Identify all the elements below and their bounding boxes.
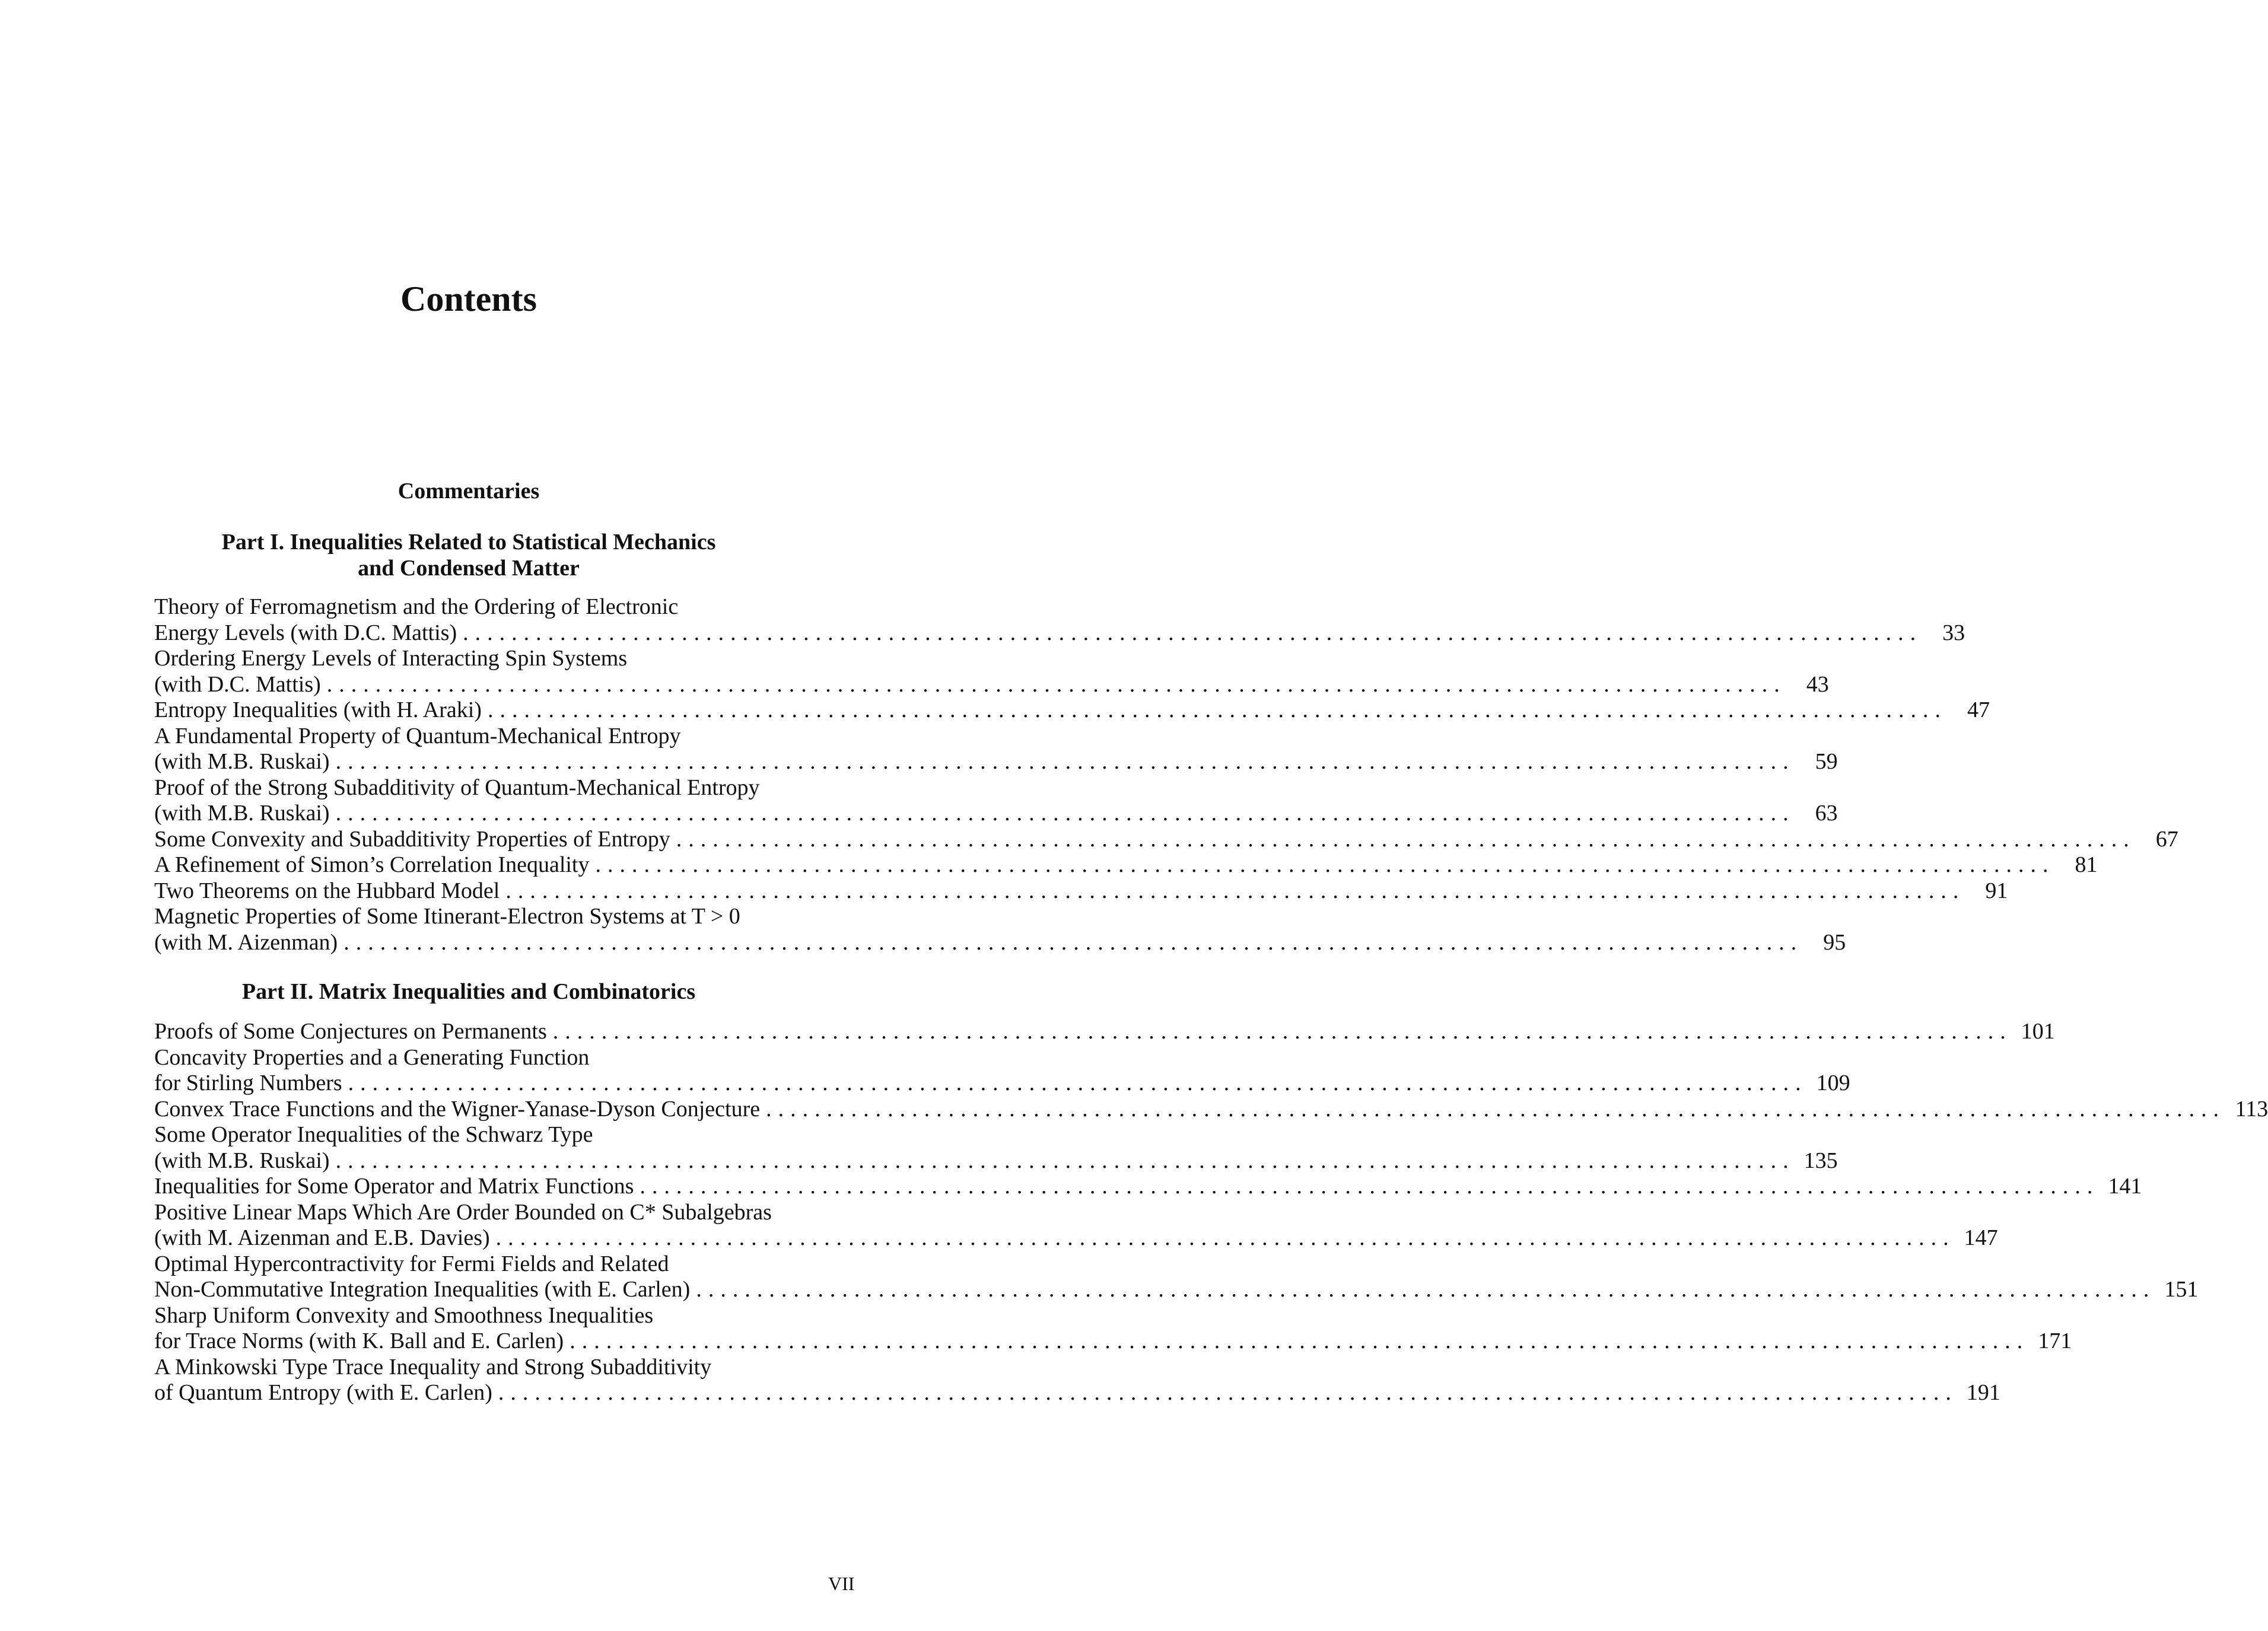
toc-entry	[154, 646, 1829, 697]
dot-leader: ........................................................................................................................	[487, 697, 1947, 722]
toc-entry	[154, 852, 2098, 878]
toc-entry-title: for Trace Norms (with K. Ball and E. Carlen)	[154, 1329, 564, 1353]
toc-entry-line	[154, 1122, 848, 1148]
toc-page-number: 135	[1803, 1148, 1838, 1173]
toc-page-number: 113	[2235, 1096, 2268, 1122]
toc-entry-line	[154, 1148, 1838, 1174]
toc-entry-line	[154, 671, 1829, 698]
part-1-heading	[0, 529, 937, 581]
toc-entry-line	[154, 1303, 848, 1329]
toc-entry-line	[154, 826, 2178, 853]
toc-entry-line	[154, 1045, 848, 1071]
toc-entry	[154, 1096, 2268, 1123]
dot-leader: ........................................................................................................................	[595, 852, 2055, 877]
dot-leader: ........................................................................................................................	[766, 1096, 2226, 1122]
toc-entry-line	[154, 1225, 1998, 1251]
toc-page-number: 81	[2075, 852, 2098, 877]
page-number: VII	[828, 1573, 855, 1594]
dot-leader: ........................................................................................................................	[335, 801, 1795, 826]
toc-entry-line	[154, 1200, 848, 1226]
toc-entry-line	[154, 594, 848, 620]
dot-leader: ........................................................................................................................	[335, 749, 1795, 774]
toc-page-number: 147	[1964, 1225, 1998, 1250]
dot-leader: ........................................................................................................................	[498, 1380, 1958, 1405]
toc-entry	[154, 594, 1965, 646]
toc-entry-title: (with M.B. Ruskai)	[154, 1148, 330, 1173]
toc-page-number: 109	[1816, 1071, 1850, 1095]
toc-entry-title: of Quantum Entropy (with E. Carlen)	[154, 1380, 492, 1405]
part-2-entry-list	[154, 1019, 2268, 1406]
part-1-title-line-2: and Condensed Matter	[358, 556, 580, 581]
toc-entry-line	[154, 1174, 2142, 1200]
toc-page-number: 101	[2021, 1019, 2055, 1044]
toc-entry-title: Positive Linear Maps Which Are Order Bounded on C* Subalgebras	[154, 1199, 772, 1225]
toc-entry-line	[154, 1380, 2000, 1406]
dot-leader: ........................................................................................................................	[696, 1277, 2156, 1302]
toc-entry-title: Theory of Ferromagnetism and the Ordering of Electronic	[154, 594, 679, 619]
dot-leader: ........................................................................................................................	[348, 1071, 1808, 1095]
toc-entry-title: Energy Levels (with D.C. Mattis)	[154, 620, 457, 645]
toc-entry-line	[154, 801, 1838, 827]
toc-entry-title: Two Theorems on the Hubbard Model	[154, 878, 500, 903]
toc-entry-line	[154, 852, 2098, 878]
toc-entry	[154, 1354, 2000, 1406]
toc-page-number: 91	[1985, 878, 2008, 903]
toc-entry	[154, 697, 1990, 724]
toc-entry	[154, 1302, 2072, 1355]
toc-entry-line	[154, 1251, 848, 1278]
page-title: Contents	[400, 279, 537, 318]
toc-entry-title: Proof of the Strong Subadditivity of Quantum-Mechanical Entropy	[154, 775, 760, 800]
dot-leader: ........................................................................................................................	[552, 1019, 2012, 1044]
toc-page-number: 47	[1967, 697, 1990, 722]
toc-entry-title: Ordering Energy Levels of Interacting Spin Systems	[154, 646, 628, 671]
dot-leader: ........................................................................................................................	[335, 1148, 1795, 1173]
toc-entry-title: Concavity Properties and a Generating Function	[154, 1044, 590, 1070]
toc-page-number: 63	[1815, 801, 1838, 826]
toc-entry-title: Inequalities for Some Operator and Matrix Functions	[154, 1174, 634, 1199]
toc-entry-title: for Stirling Numbers	[154, 1071, 342, 1095]
toc-entry-line	[154, 620, 1965, 646]
toc-entry-title: (with M.B. Ruskai)	[154, 749, 330, 774]
toc-entry	[154, 826, 2178, 853]
toc-page-number: 95	[1823, 929, 1846, 955]
toc-entry-title: A Refinement of Simon’s Correlation Inequality	[154, 852, 590, 877]
toc-entry-line	[154, 646, 848, 672]
toc-entry	[154, 775, 1838, 827]
dot-leader: ........................................................................................................................	[570, 1329, 2030, 1353]
toc-entry-title: (with M. Aizenman)	[154, 929, 338, 955]
toc-entry-title: A Minkowski Type Trace Inequality and Strong Subadditivity	[154, 1354, 712, 1380]
toc-entry-title: (with M. Aizenman and E.B. Davies)	[154, 1225, 490, 1250]
toc-page-number: 59	[1815, 749, 1838, 774]
toc-entry-title: Convex Trace Functions and the Wigner-Yanase-Dyson Conjecture	[154, 1096, 761, 1122]
toc-entry-line	[154, 775, 848, 801]
toc-entry-line	[154, 1096, 2268, 1123]
toc-entry-line	[154, 929, 1846, 956]
toc-entry-title: Sharp Uniform Convexity and Smoothness Inequalities	[154, 1302, 654, 1328]
part-2-heading: Part II. Matrix Inequalities and Combinatorics	[241, 979, 696, 1004]
toc-page-number: 151	[2164, 1277, 2199, 1302]
toc-entry	[154, 1019, 2055, 1045]
toc-entry	[154, 878, 2008, 904]
toc-entry-line	[154, 697, 1990, 724]
toc-entry-line	[154, 904, 848, 930]
toc-entry-title: A Fundamental Property of Quantum-Mechanical Entropy	[154, 723, 681, 748]
toc-entry-line	[154, 1019, 2055, 1045]
toc-entry	[154, 1199, 1998, 1251]
dot-leader: ........................................................................................................................	[640, 1174, 2100, 1199]
toc-page-number: 67	[2155, 826, 2178, 852]
toc-entry	[154, 723, 1838, 775]
toc-entry-line	[154, 1329, 2072, 1355]
toc-page-number: 171	[2038, 1329, 2072, 1353]
toc-entry-title: Proofs of Some Conjectures on Permanents	[154, 1019, 547, 1044]
section-heading: Commentaries	[397, 479, 540, 504]
toc-entry-line	[154, 724, 848, 750]
part-1-title-line-1: Part I. Inequalities Related to Statistical Mechanics	[221, 530, 716, 555]
dot-leader: ........................................................................................................................	[343, 929, 1803, 955]
toc-page-number: 33	[1942, 620, 1965, 645]
toc-page-number: 43	[1806, 671, 1829, 697]
toc-entry-title: Non-Commutative Integration Inequalities (with E. Carlen)	[154, 1277, 691, 1302]
toc-entry-title: Entropy Inequalities (with H. Araki)	[154, 697, 482, 722]
toc-entry-title: (with D.C. Mattis)	[154, 671, 321, 697]
toc-entry-title: Some Operator Inequalities of the Schwarz Type	[154, 1122, 593, 1147]
toc-entry-title: Optimal Hypercontractivity for Fermi Fields and Related	[154, 1251, 669, 1276]
toc-entry-title: Magnetic Properties of Some Itinerant-Electron Systems at T > 0	[154, 904, 740, 929]
toc-page-number: 141	[2108, 1174, 2142, 1199]
dot-leader: ........................................................................................................................	[495, 1225, 1955, 1250]
dot-leader: ........................................................................................................................	[326, 671, 1786, 697]
toc-page-number: 191	[1966, 1380, 2000, 1405]
toc-entry-line	[154, 1277, 2199, 1303]
toc-entry-line	[154, 1355, 848, 1381]
toc-entry-line	[154, 878, 2008, 904]
dot-leader: ........................................................................................................................	[676, 826, 2136, 852]
toc-entry	[154, 1251, 2199, 1303]
toc-entry-title: Some Convexity and Subadditivity Properties of Entropy	[154, 826, 670, 852]
toc-entry-line	[154, 749, 1838, 775]
toc-entry-line	[154, 1071, 1850, 1097]
dot-leader: ........................................................................................................................	[463, 620, 1923, 645]
dot-leader: ........................................................................................................................	[505, 878, 1965, 903]
toc-entry	[154, 1122, 1838, 1174]
toc-entry	[154, 1174, 2142, 1200]
toc-entry-title: (with M.B. Ruskai)	[154, 801, 330, 826]
toc-entry	[154, 1044, 1850, 1097]
part-1-entry-list	[154, 594, 2178, 955]
toc-entry	[154, 904, 1846, 955]
